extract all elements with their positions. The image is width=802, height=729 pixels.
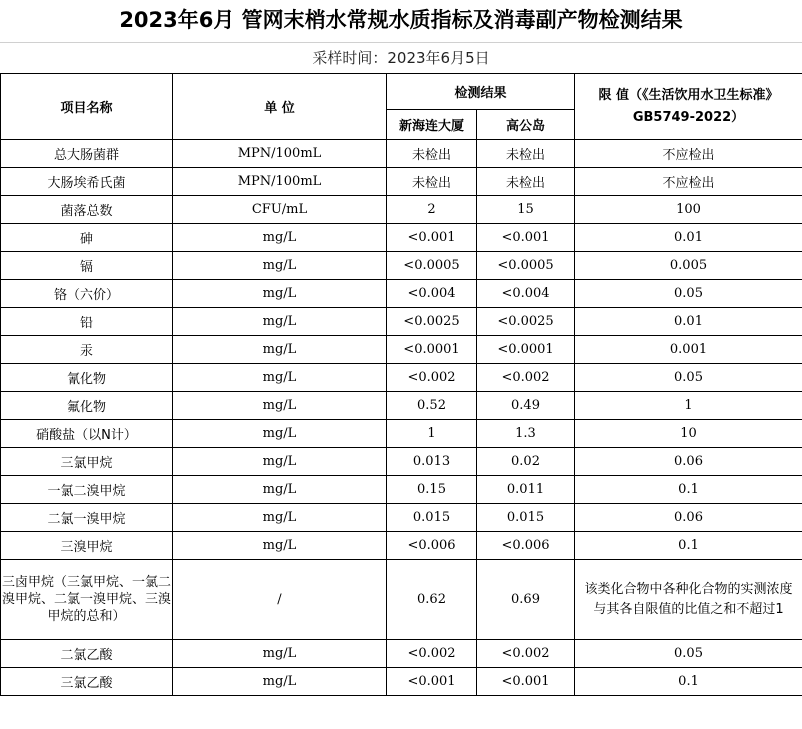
unit-cell: mg/L bbox=[173, 504, 387, 532]
site-2-value-cell: 15 bbox=[477, 196, 575, 224]
site-1-value-cell: <0.004 bbox=[387, 280, 477, 308]
table-row bbox=[1, 252, 802, 280]
unit-cell: mg/L bbox=[173, 420, 387, 448]
table-row bbox=[1, 280, 802, 308]
item-name-cell: 汞 bbox=[1, 336, 173, 364]
unit-cell: mg/L bbox=[173, 364, 387, 392]
unit-cell: MPN/100mL bbox=[173, 168, 387, 196]
limit-cell: 0.01 bbox=[575, 308, 802, 336]
item-name-cell: 镉 bbox=[1, 252, 173, 280]
table-row bbox=[1, 532, 802, 560]
site-2-value-cell: 0.015 bbox=[477, 504, 575, 532]
table-row bbox=[1, 392, 802, 420]
site-1-value-cell: 1 bbox=[387, 420, 477, 448]
site-1-value-cell: <0.0005 bbox=[387, 252, 477, 280]
site-2-value-cell: <0.0025 bbox=[477, 308, 575, 336]
table-row bbox=[1, 504, 802, 532]
table-row bbox=[1, 476, 802, 504]
page-title: 2023年6月 管网末梢水常规水质指标及消毒副产物检测结果 bbox=[119, 8, 683, 32]
site-1-value-cell: <0.002 bbox=[387, 640, 477, 668]
site-2-value-cell: <0.001 bbox=[477, 668, 575, 696]
item-name-cell: 三氯甲烷 bbox=[1, 448, 173, 476]
unit-cell: mg/L bbox=[173, 392, 387, 420]
site-2-value-cell: 0.69 bbox=[477, 560, 575, 640]
site-2-value-cell: <0.006 bbox=[477, 532, 575, 560]
limit-cell: 0.05 bbox=[575, 364, 802, 392]
table-row bbox=[1, 420, 802, 448]
table-row bbox=[1, 308, 802, 336]
site-1-value-cell: 0.52 bbox=[387, 392, 477, 420]
unit-cell: mg/L bbox=[173, 280, 387, 308]
site-2-value-cell: 0.49 bbox=[477, 392, 575, 420]
site-2-value-cell: 未检出 bbox=[477, 140, 575, 168]
unit-cell: mg/L bbox=[173, 668, 387, 696]
header-item: 项目名称 bbox=[1, 74, 173, 140]
results-table bbox=[0, 73, 802, 696]
item-name-cell: 二氯一溴甲烷 bbox=[1, 504, 173, 532]
table-row bbox=[1, 448, 802, 476]
table-row bbox=[1, 364, 802, 392]
site-1-value-cell: <0.006 bbox=[387, 532, 477, 560]
item-name-cell: 大肠埃希氏菌 bbox=[1, 168, 173, 196]
limit-cell: 0.06 bbox=[575, 504, 802, 532]
unit-cell: MPN/100mL bbox=[173, 140, 387, 168]
site-2-value-cell: <0.0005 bbox=[477, 252, 575, 280]
item-name-cell: 菌落总数 bbox=[1, 196, 173, 224]
limit-cell: 10 bbox=[575, 420, 802, 448]
site-2-value-cell: <0.002 bbox=[477, 364, 575, 392]
limit-cell: 0.1 bbox=[575, 532, 802, 560]
unit-cell: mg/L bbox=[173, 448, 387, 476]
header-limit: 限 值（《生活饮用水卫生标准》GB5749-2022） bbox=[575, 74, 802, 140]
header-site-1: 新海连大厦 bbox=[387, 110, 477, 140]
header-results: 检测结果 bbox=[387, 74, 575, 110]
item-name-cell: 三氯乙酸 bbox=[1, 668, 173, 696]
header-unit: 单 位 bbox=[173, 74, 387, 140]
table-row bbox=[1, 560, 802, 640]
table-row bbox=[1, 168, 802, 196]
item-name-cell: 一氯二溴甲烷 bbox=[1, 476, 173, 504]
limit-cell: 100 bbox=[575, 196, 802, 224]
site-1-value-cell: 0.15 bbox=[387, 476, 477, 504]
limit-cell: 不应检出 bbox=[575, 168, 802, 196]
limit-cell: 1 bbox=[575, 392, 802, 420]
item-name-cell: 三溴甲烷 bbox=[1, 532, 173, 560]
header-site-2: 高公岛 bbox=[477, 110, 575, 140]
table-row bbox=[1, 640, 802, 668]
unit-cell: mg/L bbox=[173, 252, 387, 280]
item-name-cell: 二氯乙酸 bbox=[1, 640, 173, 668]
limit-cell: 该类化合物中各种化合物的实测浓度与其各自限值的比值之和不超过1 bbox=[575, 560, 802, 640]
site-1-value-cell: 0.62 bbox=[387, 560, 477, 640]
site-2-value-cell: <0.001 bbox=[477, 224, 575, 252]
limit-cell: 不应检出 bbox=[575, 140, 802, 168]
limit-cell: 0.001 bbox=[575, 336, 802, 364]
limit-cell: 0.1 bbox=[575, 668, 802, 696]
site-1-value-cell: <0.002 bbox=[387, 364, 477, 392]
unit-cell: CFU/mL bbox=[173, 196, 387, 224]
site-1-value-cell: 2 bbox=[387, 196, 477, 224]
unit-cell: mg/L bbox=[173, 308, 387, 336]
site-1-value-cell: 0.013 bbox=[387, 448, 477, 476]
unit-cell: / bbox=[173, 560, 387, 640]
site-1-value-cell: <0.001 bbox=[387, 224, 477, 252]
site-2-value-cell: 1.3 bbox=[477, 420, 575, 448]
table-row bbox=[1, 224, 802, 252]
site-1-value-cell: <0.0025 bbox=[387, 308, 477, 336]
unit-cell: mg/L bbox=[173, 224, 387, 252]
site-2-value-cell: <0.004 bbox=[477, 280, 575, 308]
unit-cell: mg/L bbox=[173, 532, 387, 560]
limit-cell: 0.05 bbox=[575, 280, 802, 308]
site-2-value-cell: <0.0001 bbox=[477, 336, 575, 364]
item-name-cell: 铬（六价） bbox=[1, 280, 173, 308]
item-name-cell: 氰化物 bbox=[1, 364, 173, 392]
table-body bbox=[1, 140, 802, 696]
item-name-cell: 氟化物 bbox=[1, 392, 173, 420]
site-1-value-cell: 0.015 bbox=[387, 504, 477, 532]
table-row bbox=[1, 196, 802, 224]
limit-cell: 0.005 bbox=[575, 252, 802, 280]
site-1-value-cell: <0.001 bbox=[387, 668, 477, 696]
limit-cell: 0.01 bbox=[575, 224, 802, 252]
site-1-value-cell: 未检出 bbox=[387, 168, 477, 196]
site-2-value-cell: 未检出 bbox=[477, 168, 575, 196]
item-name-cell: 硝酸盐（以N计） bbox=[1, 420, 173, 448]
limit-cell: 0.1 bbox=[575, 476, 802, 504]
unit-cell: mg/L bbox=[173, 336, 387, 364]
table-row bbox=[1, 668, 802, 696]
item-name-cell: 三卤甲烷（三氯甲烷、一氯二溴甲烷、二氯一溴甲烷、三溴甲烷的总和） bbox=[1, 560, 173, 640]
unit-cell: mg/L bbox=[173, 476, 387, 504]
limit-cell: 0.05 bbox=[575, 640, 802, 668]
site-2-value-cell: <0.002 bbox=[477, 640, 575, 668]
item-name-cell: 铅 bbox=[1, 308, 173, 336]
site-2-value-cell: 0.011 bbox=[477, 476, 575, 504]
site-2-value-cell: 0.02 bbox=[477, 448, 575, 476]
table-row bbox=[1, 140, 802, 168]
item-name-cell: 砷 bbox=[1, 224, 173, 252]
sampling-date: 采样时间：2023年6月5日 bbox=[0, 42, 802, 73]
site-1-value-cell: <0.0001 bbox=[387, 336, 477, 364]
table-row bbox=[1, 336, 802, 364]
unit-cell: mg/L bbox=[173, 640, 387, 668]
item-name-cell: 总大肠菌群 bbox=[1, 140, 173, 168]
limit-cell: 0.06 bbox=[575, 448, 802, 476]
site-1-value-cell: 未检出 bbox=[387, 140, 477, 168]
